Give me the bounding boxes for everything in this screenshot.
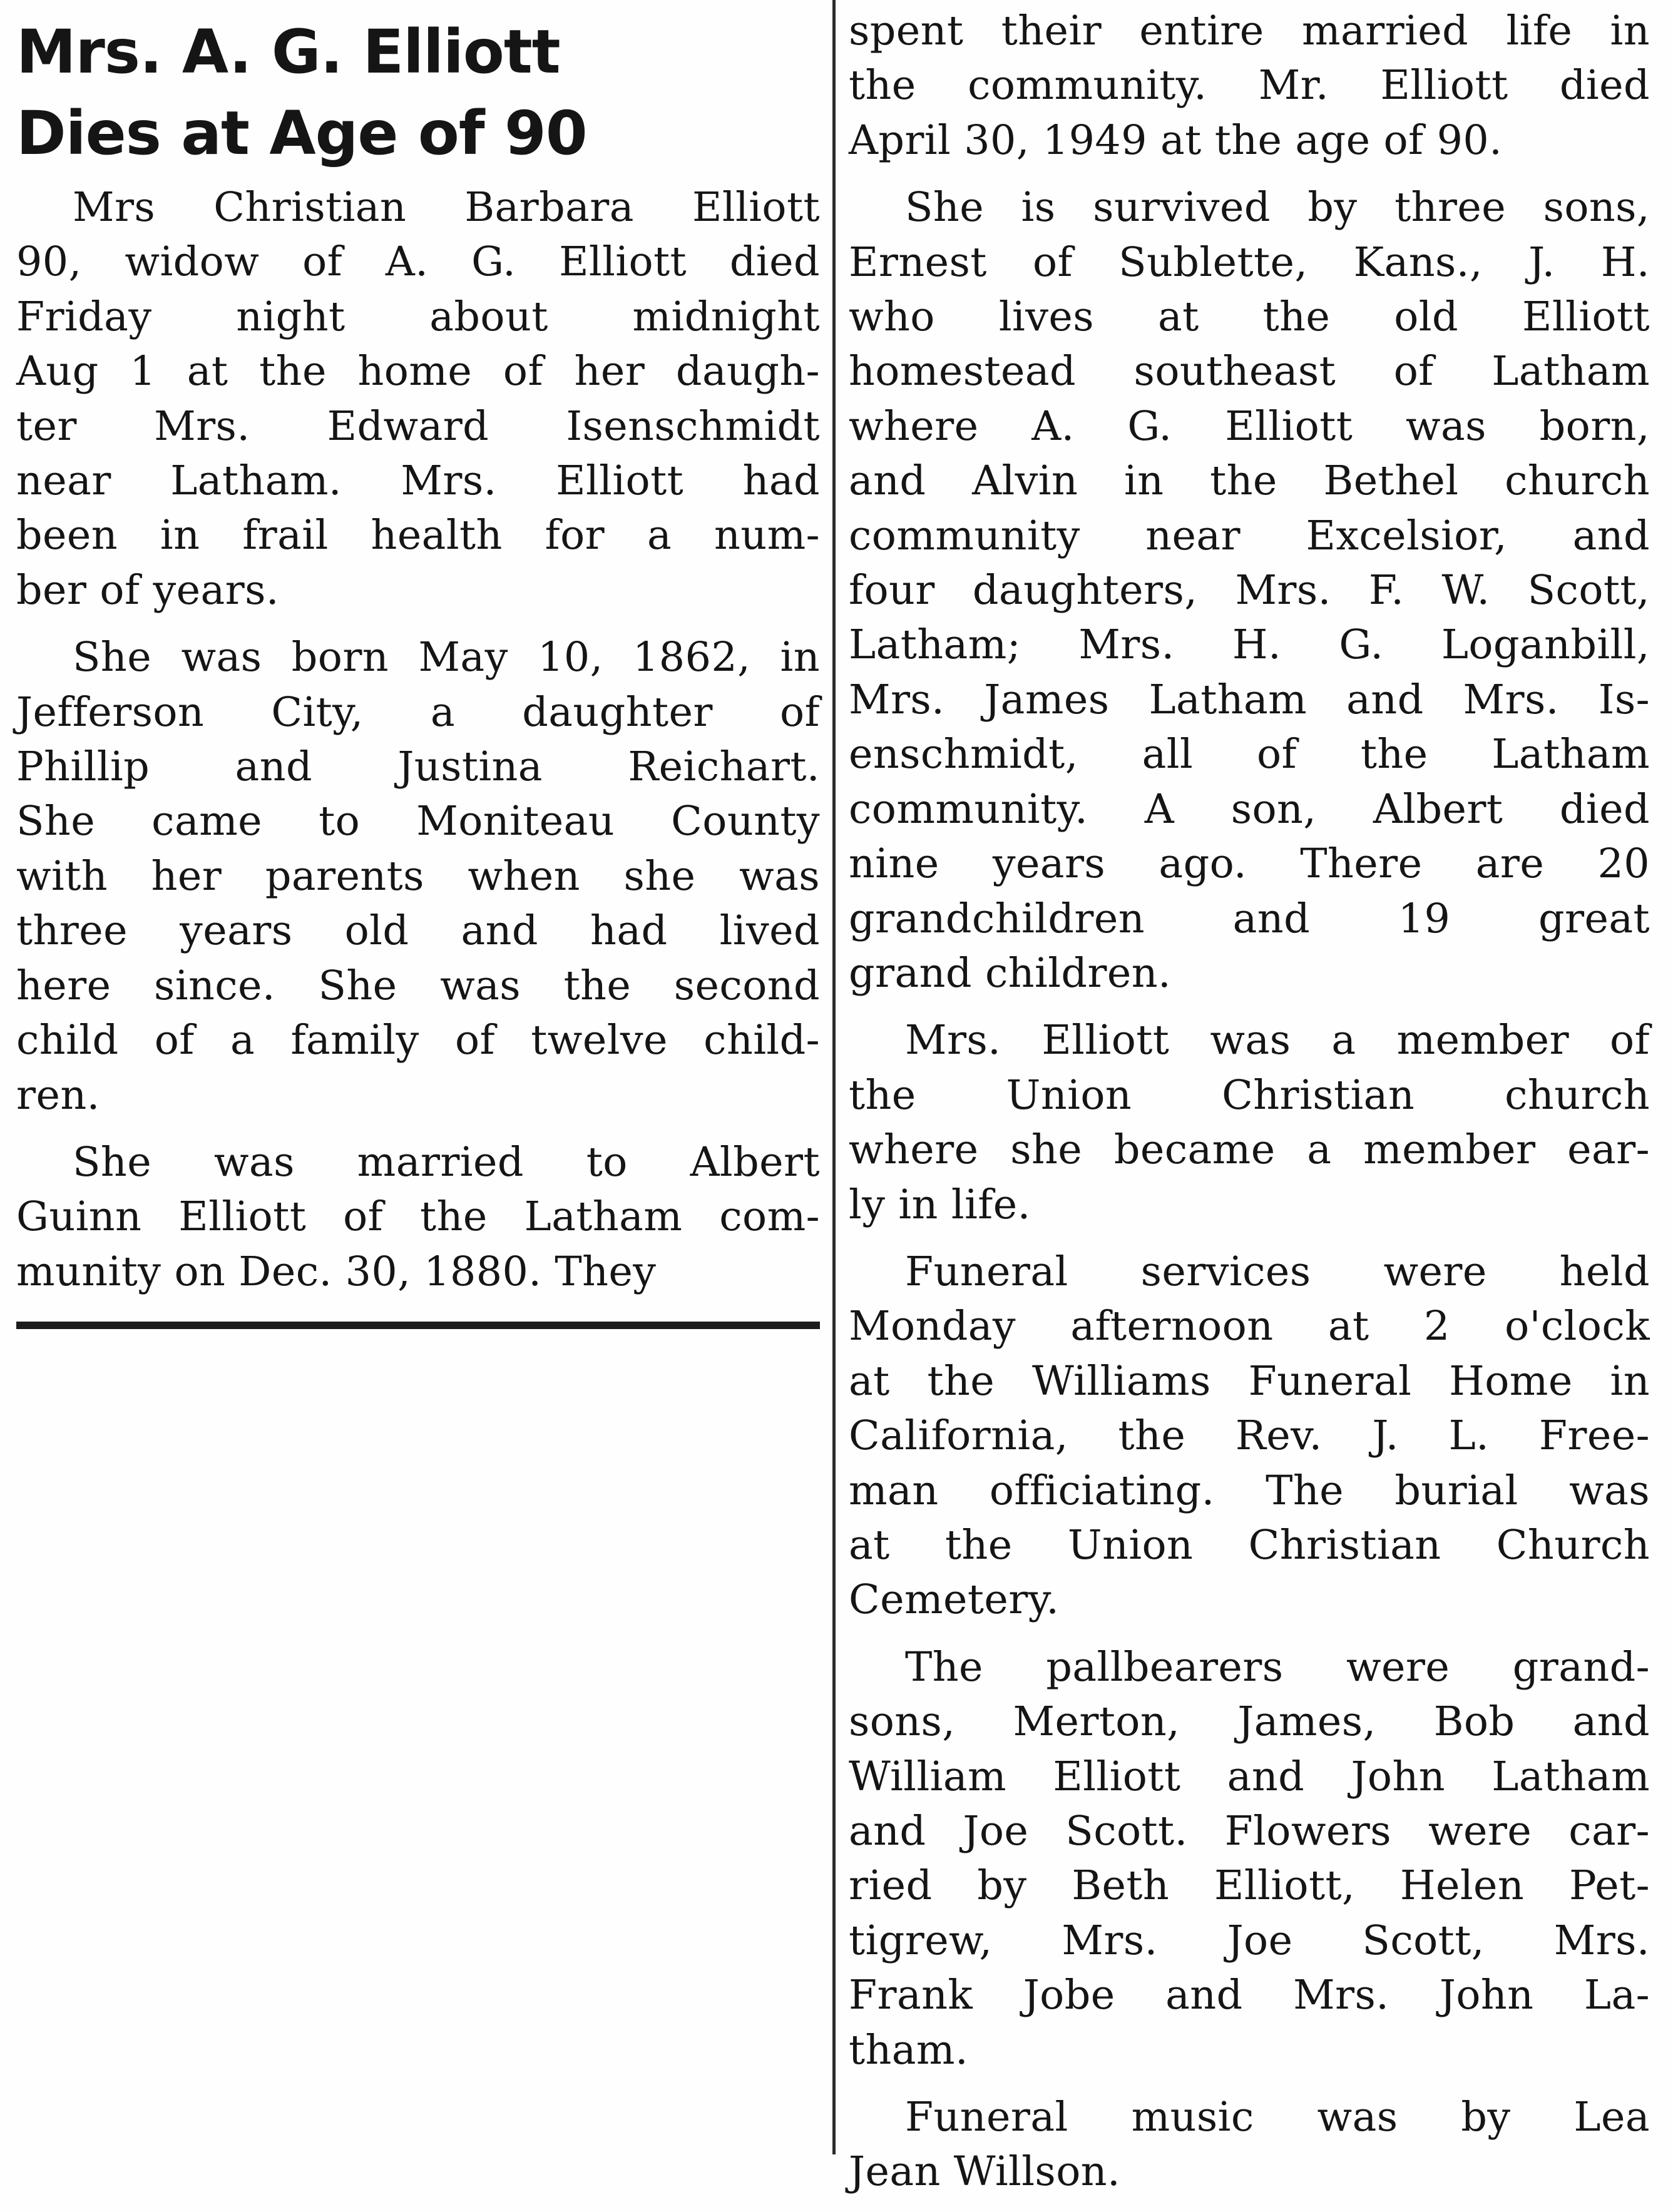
text-line: She is survived by three sons, (905, 184, 1650, 232)
left-body (16, 180, 820, 1299)
text-line: child of a family of twelve child- (16, 1017, 820, 1064)
text-line: Ernest of Sublette, Kans., J. H. (849, 238, 1650, 286)
text-line: She was born May 10, 1862, in (73, 634, 820, 681)
paragraph (16, 1135, 820, 1299)
text-line: community near Excelsior, and (849, 512, 1650, 559)
paragraph (849, 1640, 1650, 2077)
paragraph (849, 180, 1650, 1001)
text-line: Mrs Christian Barbara Elliott (73, 184, 820, 231)
text-line: with her parents when she was (16, 852, 820, 900)
paragraph (849, 4, 1650, 168)
text-line: ried by Beth Elliott, Helen Pet- (849, 1862, 1650, 1910)
text-line: enschmidt, all of the Latham (849, 731, 1650, 778)
text-line: man officiating. The burial was (849, 1467, 1650, 1514)
text-line: at the Williams Funeral Home in (849, 1357, 1650, 1405)
text-line: the community. Mr. Elliott died (849, 62, 1650, 110)
text-line: where A. G. Elliott was born, (849, 402, 1650, 450)
text-line: 90, widow of A. G. Elliott died (16, 238, 820, 286)
text-line: grandchildren and 19 great (849, 895, 1650, 942)
text-line: spent their entire married life in (849, 8, 1650, 54)
text-line: munity on Dec. 30, 1880. They (16, 1248, 657, 1295)
text-line: three years old and had lived (16, 907, 820, 955)
text-line: near Latham. Mrs. Elliott had (16, 457, 820, 505)
text-line: Friday night about midnight (16, 293, 820, 340)
left-column (16, 0, 820, 1312)
text-line: here since. She was the second (16, 962, 820, 1009)
text-line: Cemetery. (849, 1576, 1060, 1624)
text-line: homestead southeast of Latham (849, 348, 1650, 395)
text-line: tigrew, Mrs. Joe Scott, Mrs. (849, 1917, 1650, 1964)
text-line: The pallbearers were grand- (905, 1643, 1650, 1691)
paragraph (16, 180, 820, 618)
text-line: Monday afternoon at 2 o'clock (849, 1303, 1650, 1350)
text-line: Mrs. Elliott was a member of (905, 1017, 1650, 1064)
column-divider (832, 0, 836, 2154)
text-line: ter Mrs. Edward Isenschmidt (16, 402, 820, 450)
paragraph (16, 630, 820, 1123)
text-line: Funeral services were held (905, 1248, 1650, 1295)
text-line: who lives at the old Elliott (849, 293, 1650, 341)
text-line: Guinn Elliott of the Latham com- (16, 1193, 820, 1241)
right-body (849, 4, 1650, 2199)
text-line: Funeral music was by Lea (905, 2094, 1650, 2141)
paragraph (849, 1245, 1650, 1628)
text-line: at the Union Christian Church (849, 1521, 1650, 1569)
text-line: sons, Merton, James, Bob and (849, 1698, 1650, 1746)
text-line: tham. (849, 2026, 969, 2074)
text-line: Phillip and Justina Reichart. (16, 743, 820, 791)
text-line: Mrs. James Latham and Mrs. Is- (849, 676, 1650, 723)
text-line: grand children. (849, 949, 1172, 997)
headline-line: Dies at Age of 90 (16, 98, 587, 168)
text-line: the Union Christian church (849, 1071, 1650, 1119)
text-line: Jefferson City, a daughter of (16, 688, 820, 736)
text-line: Frank Jobe and Mrs. John La- (849, 1972, 1650, 2019)
text-line: nine years ago. There are 20 (849, 840, 1650, 888)
text-line: Aug 1 at the home of her daugh- (16, 348, 820, 395)
text-line: and Joe Scott. Flowers were car- (849, 1808, 1650, 1855)
text-line: She came to Moniteau County (16, 798, 820, 845)
text-line: ber of years. (16, 566, 279, 614)
text-line: William Elliott and John Latham (849, 1753, 1650, 1800)
text-line: and Alvin in the Bethel church (849, 457, 1650, 505)
text-line: Jean Willson. (849, 2148, 1121, 2196)
text-line: been in frail health for a num- (16, 512, 820, 559)
text-line: where she became a member ear- (849, 1126, 1650, 1174)
text-line: California, the Rev. J. L. Free- (849, 1412, 1650, 1460)
text-line: She was married to Albert (73, 1138, 820, 1186)
right-column (849, 0, 1650, 2212)
text-line: ly in life. (849, 1181, 1031, 1228)
text-line: four daughters, Mrs. F. W. Scott, (849, 567, 1650, 614)
text-line: community. A son, Albert died (849, 785, 1650, 833)
text-line: April 30, 1949 at the age of 90. (849, 116, 1503, 164)
text-line: Latham; Mrs. H. G. Loganbill, (849, 621, 1650, 669)
paragraph (849, 2090, 1650, 2199)
article-end-rule (16, 1322, 820, 1329)
headline (16, 11, 820, 174)
text-line: ren. (16, 1071, 100, 1119)
paragraph (849, 1013, 1650, 1232)
headline-line: Mrs. A. G. Elliott (16, 17, 560, 87)
